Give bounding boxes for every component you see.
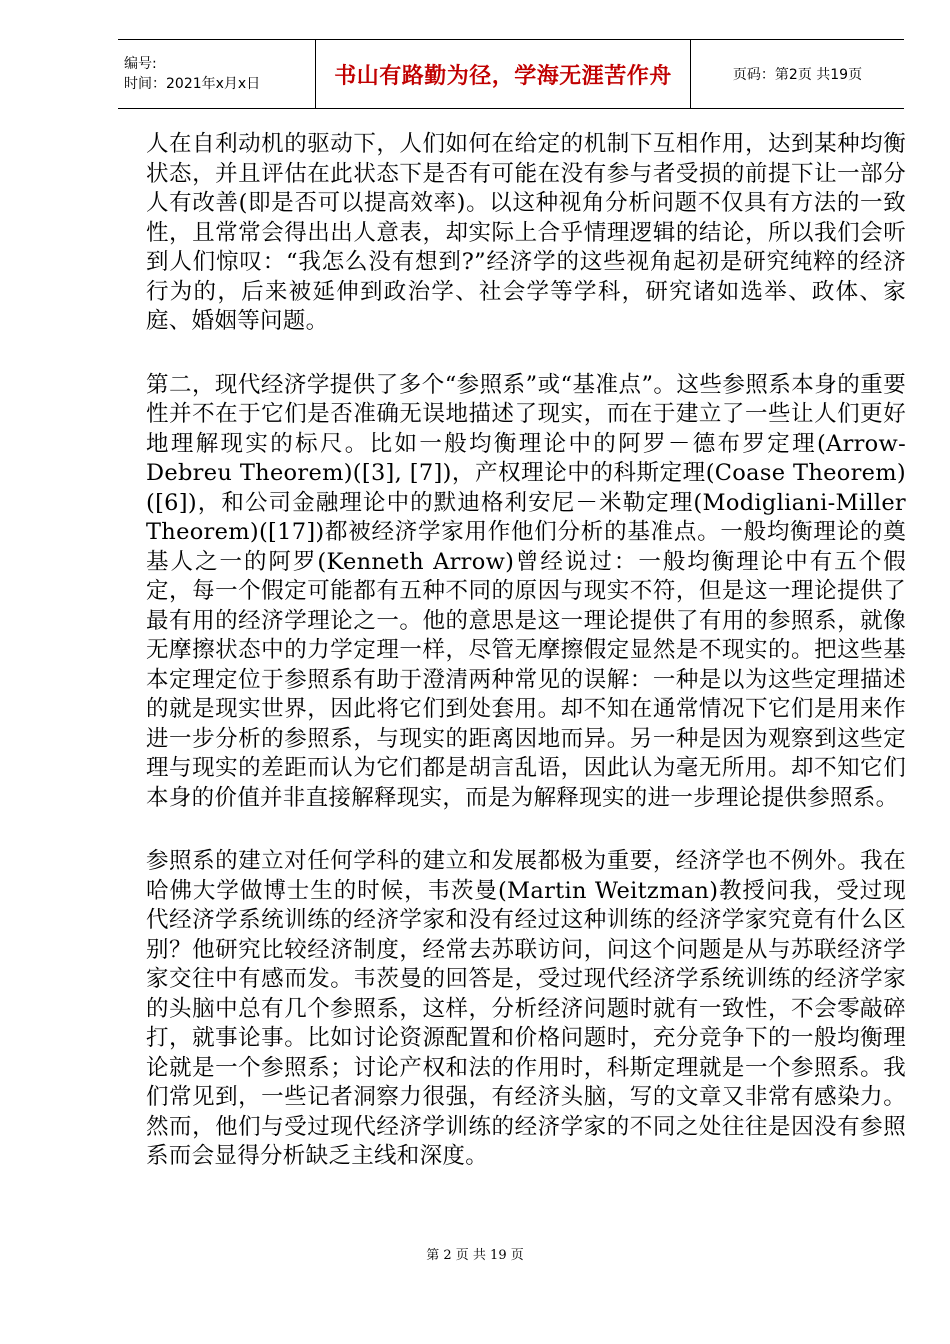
header-meta bbox=[118, 40, 316, 108]
page-number-label: 页码：第2页 共19页 bbox=[732, 67, 863, 83]
document-number-label: 编号: bbox=[124, 56, 157, 72]
header-motto bbox=[316, 40, 691, 108]
document-time-label: 时间：2021年x月x日 bbox=[124, 76, 261, 92]
page-header bbox=[118, 39, 904, 109]
paragraph-3: 参照系的建立对任何学科的建立和发展都极为重要，经济学也不例外。我在哈佛大学做博士生的时候，韦茨曼(Martin Weitzman)教授问我，受过现代经济学系统训练的经济学家和没有经过这种训练的经济学家究竟有什么区别？他研究比较经济制度，经常去苏联访问，问这个问题是从与苏联经济学家交往中有感而发。韦茨曼的回答是，受过现代经济学系统训练的经济学家的头脑中总有几个参照系，这样，分析经济问题时就有一致性，不会零敲碎打，就事论事。比如讨论资源配置和价格问题时，充分竞争下的一般均衡理论就是一个参照系；讨论产权和法的作用时，科斯定理就是一个参照系。我们常见到，一些记者洞察力很强，有经济头脑，写的文章又非常有感染力。然而，他们与受过现代经济学训练的经济学家的不同之处往往是因没有参照系而会显得分析缺乏主线和深度。 bbox=[146, 848, 906, 1169]
paragraph-1: 人在自利动机的驱动下，人们如何在给定的机制下互相作用，达到某种均衡状态，并且评估在此状态下是否有可能在没有参与者受损的前提下让一部分人有改善(即是否可以提高效率)。以这种视角分析问题不仅具有方法的一致性，且常常会得出出人意表，却实际上合乎情理逻辑的结论，所以我们会听到人们惊叹：“我怎么没有想到?”经济学的这些视角起初是研究纯粹的经济行为的，后来被延伸到政治学、社会学等学科，研究诸如选举、政体、家庭、婚姻等问题。 bbox=[146, 131, 906, 334]
page-footer: 第 2 页 共 19 页 bbox=[426, 1248, 524, 1263]
motto-text: 书山有路勤为径，学海无涯苦作舟 bbox=[334, 63, 672, 89]
paragraph-2: 第二，现代经济学提供了多个“参照系”或“基准点”。这些参照系本身的重要性并不在于它们是否准确无误地描述了现实，而在于建立了一些让人们更好地理解现实的标尺。比如一般均衡理论中的阿罗－德布罗定理(Arrow-Debreu Theorem)([3], [7])，产权理论中的科斯定理(Coase Theorem)([6])，和公司金融理论中的默迪格利安尼－米勒定理(Modigliani-Miller Theorem)([17])都被经济学家用作他们分析的基准点。一般均衡理论的奠基人之一的阿罗(Kenneth Arrow)曾经说过：一般均衡理论中有五个假定，每一个假定可能都有五种不同的原因与现实不符，但是这一理论提供了最有用的经济学理论之一。他的意思是这一理论提供了有用的参照系，就像无摩擦状态中的力学定理一样，尽管无摩擦假定显然是不现实的。把这些基本定理定位于参照系有助于澄清两种常见的误解：一种是以为这些定理描述的就是现实世界，因此将它们到处套用。却不知在通常情况下它们是用来作进一步分析的参照系，与现实的距离因地而异。另一种是因为观察到这些定理与现实的差距而认为它们都是胡言乱语，因此认为毫无所用。却不知它们本身的价值并非直接解释现实，而是为解释现实的进一步理论提供参照系。 bbox=[146, 371, 906, 811]
header-page-info bbox=[691, 40, 904, 108]
document-body bbox=[146, 130, 906, 1206]
